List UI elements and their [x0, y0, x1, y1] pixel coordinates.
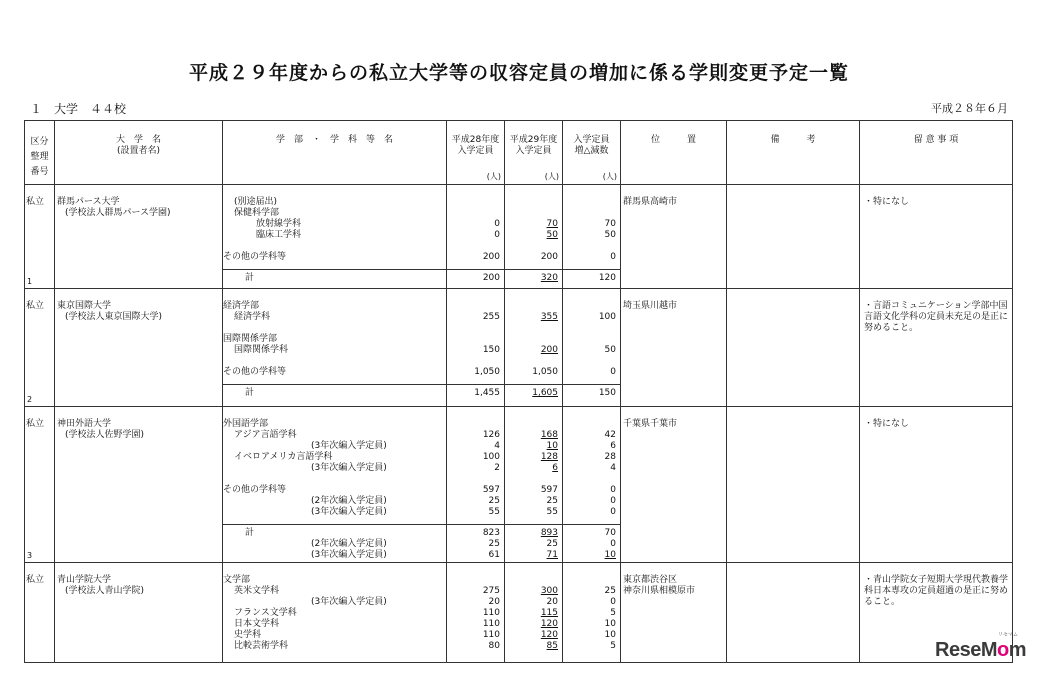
cap29-line: [505, 496, 562, 507]
row-number: 2: [27, 395, 33, 404]
university-cell: [55, 185, 223, 289]
change-line: [563, 550, 620, 561]
header-faculty-label: 学 部 ・ 学 科 等 名: [275, 135, 393, 145]
logo-accent: o: [996, 639, 1009, 661]
cap29-value: 10: [546, 441, 558, 451]
founder-name: (学校法人佐野学園): [65, 430, 145, 440]
cap29-value: 300: [540, 586, 558, 596]
header-change-a: 入学定員: [573, 135, 610, 145]
unit-label: (人): [602, 172, 617, 181]
notes-text: ・言語コミュニケーション学部中国言語文化学科の定員未充足の是正に努めること。: [864, 301, 1009, 333]
cap29-line: [505, 312, 562, 323]
total-sub-line: (2年次編入学定員): [311, 539, 387, 549]
header-cap28-a: 平成28年度: [451, 135, 500, 145]
university-name: 群馬パース大学: [57, 197, 120, 207]
total-line: [505, 269, 562, 284]
header-category-label: 区分: [30, 137, 49, 147]
total-value: 1,455: [474, 388, 500, 398]
total-label: 計: [223, 384, 446, 399]
location-text: 埼玉県川越市: [623, 301, 678, 311]
header-seq-a: 整理: [30, 152, 49, 162]
total-line: [563, 384, 620, 399]
cap29-line: [505, 334, 562, 345]
cap28-line: 255: [482, 312, 500, 322]
cap29-line: [505, 539, 562, 550]
change-line: 25: [604, 586, 616, 596]
cap29-value: 25: [546, 539, 558, 549]
cap29-cell: [505, 407, 563, 563]
location-text-2: 神奈川県相模原市: [623, 586, 696, 596]
faculty-line: (3年次編入学定員): [311, 507, 387, 517]
cap29-value: 25: [546, 496, 558, 506]
total-sub-line: (3年次編入学定員): [311, 550, 387, 560]
logo-main: ReseM: [935, 639, 997, 661]
header-university: [55, 121, 223, 185]
cap28-line: 20: [488, 597, 500, 607]
university-cell: [55, 563, 223, 663]
university-name: 神田外語大学: [57, 419, 112, 429]
cap28-line: 275: [482, 586, 500, 596]
cap28-line: 0: [494, 219, 500, 229]
notes-cell: [860, 289, 1013, 407]
faculty-line: その他の学科等: [223, 252, 287, 262]
change-line: [563, 301, 620, 312]
faculty-line: 国際関係学部: [223, 334, 278, 344]
cap29-line: [505, 197, 562, 208]
cap28-line: [447, 334, 504, 345]
cap29-line: [505, 230, 562, 241]
change-cell: [563, 185, 621, 289]
logo-tail: m: [1008, 639, 1026, 661]
change-line: [563, 419, 620, 430]
faculty-line: (3年次編入学定員): [311, 597, 387, 607]
category-text: 私立: [26, 419, 45, 429]
header-cap29-a: 平成29年度: [509, 135, 558, 145]
cap29-value: 168: [540, 430, 558, 440]
change-line: 5: [610, 641, 616, 651]
cap29-line: [505, 430, 562, 441]
cap29-line: [505, 301, 562, 312]
cap29-value: [555, 197, 558, 207]
total-value: 823: [482, 528, 500, 538]
change-line: 50: [604, 230, 616, 240]
header-notes: [860, 121, 1013, 185]
cap29-line: [505, 550, 562, 561]
header-change-b: 増△減数: [574, 146, 609, 156]
category-text: 私立: [26, 197, 45, 207]
cap28-line: 55: [488, 507, 500, 517]
category-wrap: [25, 407, 54, 562]
header-cap28: [447, 121, 505, 185]
header-remarks-label: 備 考: [770, 135, 816, 145]
faculty-line: 経済学科: [234, 312, 271, 322]
category-text: 私立: [26, 301, 45, 311]
total-line: [563, 524, 620, 539]
notes-text: ・青山学院女子短期大学現代教養学科日本専攻の定員超過の是正に努めること。: [864, 575, 1009, 607]
change-line: 42: [604, 430, 616, 440]
location-cell: [621, 289, 727, 407]
change-line: 6: [610, 441, 616, 451]
cap28-line: 4: [494, 441, 500, 451]
header-university-label: 大 学 名: [115, 135, 161, 145]
change-line: 0: [610, 367, 616, 377]
table-header-row: [25, 121, 1013, 185]
faculty-line: 経済学部: [223, 301, 260, 311]
cap29-value: [555, 334, 558, 344]
change-cell: [563, 563, 621, 663]
notes-cell: [860, 407, 1013, 563]
change-line: 70: [604, 219, 616, 229]
header-faculty: [223, 121, 447, 185]
location-cell: [621, 185, 727, 289]
total-value: 70: [604, 528, 616, 538]
cap28-line: 0: [494, 230, 500, 240]
cap28-line: [447, 419, 504, 430]
location-text: 群馬県高崎市: [623, 197, 678, 207]
cap29-line: [505, 367, 562, 378]
location-text: 千葉県千葉市: [623, 419, 678, 429]
total-value: 320: [540, 273, 558, 283]
resemom-logo: [935, 639, 1026, 662]
category-cell: [25, 563, 55, 663]
faculty-cell: [223, 563, 447, 663]
total-value: 1,605: [532, 388, 558, 398]
cap29-value: 120: [540, 619, 558, 629]
change-line: 0: [610, 507, 616, 517]
remarks-cell: [727, 407, 860, 563]
total-line: [447, 269, 504, 284]
header-change: [563, 121, 621, 185]
change-line: 0: [610, 252, 616, 262]
cap29-value: 6: [552, 463, 558, 473]
university-cell: [55, 407, 223, 563]
cap28-line: 126: [482, 430, 500, 440]
cap29-line: [505, 463, 562, 474]
faculty-line: (3年次編入学定員): [311, 441, 387, 451]
change-value: 0: [610, 539, 616, 549]
header-remarks: [727, 121, 860, 185]
page-title: 平成２９年度からの私立大学等の収容定員の増加に係る学則変更予定一覧: [188, 62, 849, 84]
cap29-value: 70: [546, 219, 558, 229]
category-wrap: [25, 289, 54, 406]
cap28-line: 597: [482, 485, 500, 495]
cap29-line: [505, 219, 562, 230]
header-cap29: [505, 121, 563, 185]
cap28-cell: [447, 563, 505, 663]
cap28-line: 25: [488, 496, 500, 506]
faculty-cell: [223, 289, 447, 407]
cap29-value: [555, 208, 558, 218]
faculty-cell: [223, 407, 447, 563]
header-seq-b: 番号: [30, 167, 49, 177]
cap29-value: 115: [540, 608, 558, 618]
cap28-cell: [447, 185, 505, 289]
cap29-line: [505, 208, 562, 219]
cap29-value: 55: [546, 507, 558, 517]
cap28-line: [447, 197, 504, 208]
change-line: 10: [604, 619, 616, 629]
cap29-line: [505, 452, 562, 463]
faculty-line: 外国語学部: [223, 419, 269, 429]
cap28-line: 100: [482, 452, 500, 462]
cap29-value: 120: [540, 630, 558, 640]
date-label: 平成２８年６月: [931, 102, 1008, 115]
change-line: 50: [604, 345, 616, 355]
total-value: 893: [540, 528, 558, 538]
faculty-line: (2年次編入学定員): [311, 496, 387, 506]
category-cell: [25, 185, 55, 289]
total-line: [563, 269, 620, 284]
change-line: 28: [604, 452, 616, 462]
cap28-line: 110: [482, 630, 500, 640]
faculty-line: 文学部: [223, 575, 251, 585]
cap29-line: [505, 507, 562, 518]
table-row: [25, 563, 1013, 663]
total-value: 120: [598, 273, 616, 283]
cap28-line: [447, 208, 504, 219]
notes-cell: [860, 185, 1013, 289]
unit-label: (人): [486, 172, 501, 181]
change-line: [563, 334, 620, 345]
cap29-line: [505, 641, 562, 652]
faculty-line: イベロアメリカ言語学科: [234, 452, 333, 462]
remarks-cell: [727, 185, 860, 289]
faculty-line: 英米文学科: [234, 586, 280, 596]
cap29-value: [555, 301, 558, 311]
cap28-cell: [447, 407, 505, 563]
cap29-value: 50: [546, 230, 558, 240]
table-row: [25, 407, 1013, 563]
cap29-value: 1,050: [532, 367, 558, 377]
total-value: 150: [598, 388, 616, 398]
header-founder-label: (設置者名): [116, 146, 161, 156]
notes-text: ・特になし: [864, 197, 910, 207]
location-text: 東京都渋谷区: [623, 575, 678, 585]
faculty-line: (別途届出): [234, 197, 278, 207]
cap28-line: 110: [482, 608, 500, 618]
cap29-line: [505, 619, 562, 630]
cap29-cell: [505, 563, 563, 663]
table-row: [25, 185, 1013, 289]
header-cap29-b: 入学定員: [515, 146, 552, 156]
cap28-line: 25: [488, 539, 500, 549]
category-text: 私立: [26, 575, 45, 585]
change-cell: [563, 407, 621, 563]
cap29-value: 71: [546, 550, 558, 560]
faculty-line: 史学科: [234, 630, 262, 640]
founder-name: (学校法人東京国際大学): [65, 312, 163, 322]
category-wrap: [25, 185, 54, 288]
category-wrap: [25, 563, 54, 662]
cap28-line: 61: [488, 550, 500, 560]
cap29-cell: [505, 185, 563, 289]
cap28-line: [447, 575, 504, 586]
faculty-line: 日本文学科: [234, 619, 280, 629]
cap29-value: 200: [540, 252, 558, 262]
header-location: [621, 121, 727, 185]
cap29-line: [505, 630, 562, 641]
total-line: [505, 524, 562, 539]
cap28-line: 2: [494, 463, 500, 473]
cap29-value: [555, 419, 558, 429]
cap29-line: [505, 419, 562, 430]
unit-label: (人): [544, 172, 559, 181]
row-number: 1: [27, 277, 33, 286]
cap29-value: 85: [546, 641, 558, 651]
total-line: [505, 384, 562, 399]
cap28-cell: [447, 289, 505, 407]
cap29-line: [505, 441, 562, 452]
faculty-line: フランス文学科: [234, 608, 297, 618]
category-cell: [25, 289, 55, 407]
logo-kana: リセマム: [998, 632, 1018, 638]
change-line: [563, 539, 620, 550]
cap28-line: 1,050: [474, 367, 500, 377]
change-cell: [563, 289, 621, 407]
faculty-line: 放射線学科: [256, 219, 302, 229]
cap28-line: 110: [482, 619, 500, 629]
cap29-line: [505, 586, 562, 597]
faculty-line: (3年次編入学定員): [311, 463, 387, 473]
header-location-label: 位 置: [650, 135, 696, 145]
faculty-line: アジア言語学科: [234, 430, 297, 440]
total-line: [447, 524, 504, 539]
capacity-table: [24, 120, 1013, 663]
cap29-value: 200: [540, 345, 558, 355]
university-name: 東京国際大学: [57, 301, 112, 311]
cap29-line: [505, 252, 562, 263]
change-line: 4: [610, 463, 616, 473]
notes-text: ・特になし: [864, 419, 910, 429]
section-label: １ 大学 ４４校: [30, 102, 127, 116]
cap29-value: 20: [546, 597, 558, 607]
cap28-line: 200: [482, 252, 500, 262]
cap29-line: [505, 608, 562, 619]
header-cap28-b: 入学定員: [457, 146, 494, 156]
cap29-line: [505, 485, 562, 496]
change-line: 0: [610, 597, 616, 607]
table-body: [25, 185, 1013, 663]
cap29-value: 355: [540, 312, 558, 322]
cap29-line: [505, 597, 562, 608]
total-label: 計: [223, 524, 446, 539]
cap28-line: 80: [488, 641, 500, 651]
change-line: 5: [610, 608, 616, 618]
cap29-line: [505, 345, 562, 356]
faculty-line: 比較芸術学科: [234, 641, 289, 651]
total-label: 計: [223, 269, 446, 284]
faculty-line: 保健科学部: [234, 208, 280, 218]
change-line: 100: [598, 312, 616, 322]
faculty-cell: [223, 185, 447, 289]
header-category: [25, 121, 55, 185]
change-line: 0: [610, 485, 616, 495]
remarks-cell: [727, 289, 860, 407]
header-notes-label: 留 意 事 項: [913, 135, 959, 145]
change-line: [563, 208, 620, 219]
change-line: [563, 575, 620, 586]
total-value: 200: [482, 273, 500, 283]
faculty-line: その他の学科等: [223, 367, 287, 377]
change-line: 10: [604, 630, 616, 640]
change-line: 0: [610, 496, 616, 506]
cap28-line: 150: [482, 345, 500, 355]
row-number: 3: [27, 551, 33, 560]
university-cell: [55, 289, 223, 407]
remarks-cell: [727, 563, 860, 663]
founder-name: (学校法人青山学院): [65, 586, 145, 596]
change-value: 10: [604, 550, 616, 560]
total-line: [447, 384, 504, 399]
cap29-line: [505, 575, 562, 586]
university-name: 青山学院大学: [57, 575, 112, 585]
cap29-value: 128: [540, 452, 558, 462]
faculty-line: 臨床工学科: [256, 230, 302, 240]
cap29-cell: [505, 289, 563, 407]
cap29-value: 597: [540, 485, 558, 495]
faculty-line: 国際関係学科: [234, 345, 289, 355]
table-row: [25, 289, 1013, 407]
location-cell: [621, 407, 727, 563]
faculty-line: その他の学科等: [223, 485, 287, 495]
cap29-value: [555, 575, 558, 585]
founder-name: (学校法人群馬パース学園): [65, 208, 171, 218]
location-cell: [621, 563, 727, 663]
change-line: [563, 197, 620, 208]
category-cell: [25, 407, 55, 563]
cap28-line: [447, 301, 504, 312]
